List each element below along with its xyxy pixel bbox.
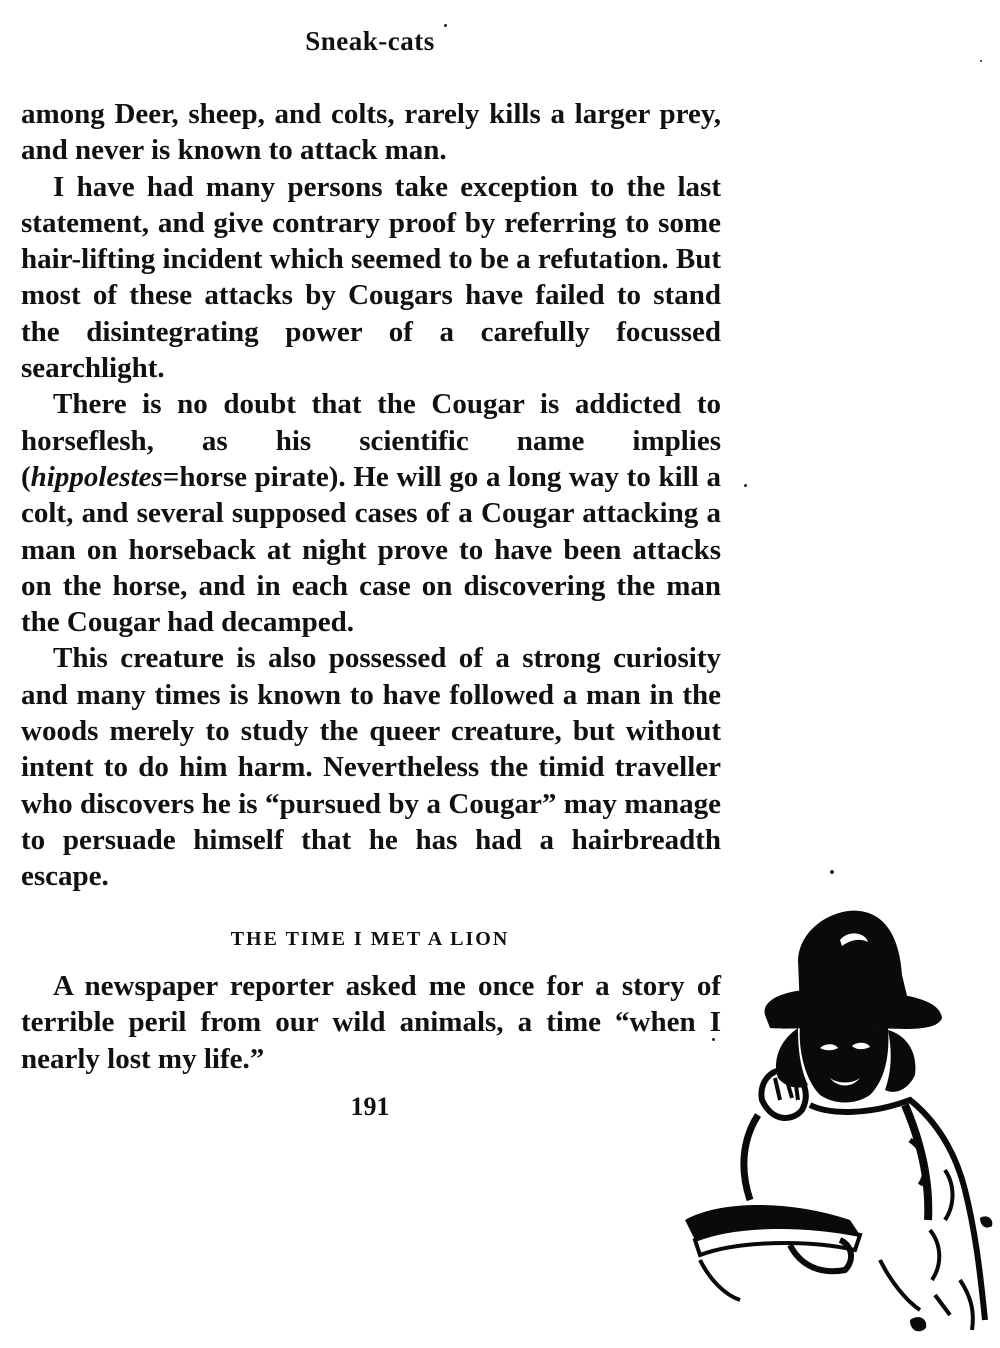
scan-speck — [444, 24, 447, 27]
ink-blot-1 — [910, 1317, 926, 1331]
page-number: 191 — [350, 1092, 390, 1121]
suspender — [905, 1105, 928, 1220]
paragraph-3 — [21, 386, 721, 640]
scientific-name: hippolestes — [30, 460, 163, 493]
scan-speck — [980, 60, 982, 62]
shirt-fold-3 — [930, 1230, 939, 1280]
arm — [744, 1115, 758, 1200]
side-hair-right — [885, 1030, 915, 1092]
paragraph-2: I have had many persons take exception to the last statement, and give contrary proof by referring to some hair-lifting incident which seemed to be a refutation. But most of these attacks by Cougars have failed to stand the disintegrating power of a carefully focussed searchlight. — [21, 170, 722, 385]
paragraph-3-before: There is no doubt that the Cougar is addicted to horseflesh, as his scientific name implies ( — [21, 388, 721, 493]
ink-blot-2 — [980, 1216, 992, 1227]
scan-speck — [744, 484, 747, 487]
paragraph-4: This creature is also possessed of a strong curiosity and many times is known to have followed a man in the woods merely to study the queer creature, but without intent to do him harm. Nevertheless the timid traveller who discovers he is “pursued by a Cougar” may manage to persuade himself that he has had a hairbreadth escape. — [21, 642, 721, 893]
face — [800, 1025, 889, 1103]
hat-wearing-man-reading-icon — [680, 900, 1000, 1348]
section-heading: THE TIME I MET A LION — [230, 928, 510, 950]
running-head: Sneak-cats — [305, 26, 435, 56]
illustration-ink — [685, 911, 992, 1332]
paragraph-3-after: =horse pirate). He will go a long way to kill a colt, and several supposed cases of a Cougar attacking a man on horseback at night prove to have been attacks on the horse, and in each case on discovering the man the Cougar had decamped. — [21, 460, 721, 639]
book-pages — [695, 1227, 860, 1255]
paragraph-1: among Deer, sheep, and colts, rarely kills a larger prey, and never is known to attack man. — [21, 98, 721, 167]
hat-brim — [765, 989, 942, 1029]
section-text — [21, 968, 721, 1077]
scan-speck — [830, 870, 834, 874]
scan-speck — [712, 1038, 715, 1041]
shirt-fold-2 — [945, 1170, 953, 1220]
body-text — [21, 96, 721, 895]
section-paragraph: A newspaper reporter asked me once for a story of terrible peril from our wild animals, a time “when I nearly lost my life.” — [21, 970, 721, 1075]
